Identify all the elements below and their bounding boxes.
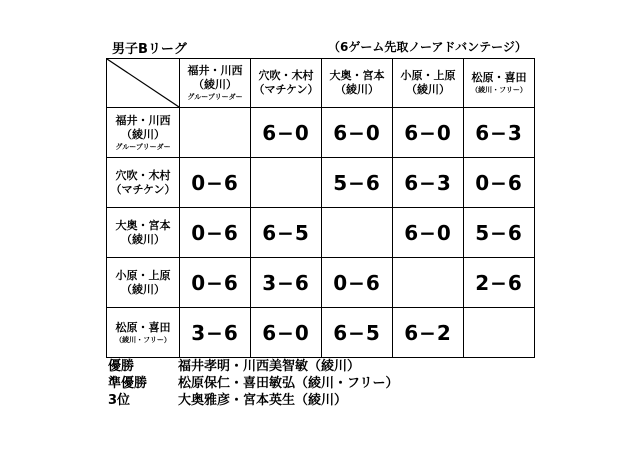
row-head-team-1 [107, 108, 180, 158]
team-note: グループリーダー [115, 142, 171, 151]
team-name: 福井・川西 [187, 64, 243, 77]
row-head-team-5 [107, 308, 180, 358]
score: 6−0 [333, 120, 381, 145]
score: 6−0 [262, 320, 310, 345]
result-winner [108, 358, 398, 375]
team-club: （綾川） [121, 127, 165, 141]
score-cell [464, 258, 535, 308]
score: 0−6 [191, 220, 239, 245]
score-cell [251, 308, 322, 358]
score-cell [464, 308, 535, 358]
score-cell [464, 158, 535, 208]
score-cell [393, 158, 464, 208]
result-runner-up [108, 375, 398, 392]
result-value: 大奥雅彦・宮本英生（綾川） [178, 393, 348, 408]
team-name: 大奥・宮本 [329, 69, 385, 82]
diagonal-line [107, 59, 179, 107]
score: 6−0 [262, 120, 310, 145]
team-note: （綾川・フリー） [115, 335, 171, 344]
score-cell [322, 158, 393, 208]
team-name: 福井・川西 [115, 113, 171, 127]
score-cell [251, 108, 322, 158]
team-name: 大奥・宮本 [115, 218, 171, 232]
table-header-row [107, 59, 535, 108]
score: 5−6 [475, 220, 523, 245]
score: 6−0 [404, 220, 452, 245]
results-list [108, 358, 398, 409]
score: 6−2 [404, 320, 452, 345]
score-cell [180, 308, 251, 358]
row-head-team-4 [107, 258, 180, 308]
col-head-team-5 [464, 59, 535, 108]
col-head-team-1 [180, 59, 251, 108]
score-cell [322, 108, 393, 158]
score: 0−6 [475, 170, 523, 195]
table-row [107, 158, 535, 208]
score: 3−6 [262, 270, 310, 295]
score: 6−3 [475, 120, 523, 145]
row-head-team-3 [107, 208, 180, 258]
team-note: （綾川・フリー） [471, 86, 527, 94]
col-head-team-4 [393, 59, 464, 108]
score: 0−6 [333, 270, 381, 295]
score-cell [322, 308, 393, 358]
league-title: 男子Bリーグ [112, 42, 187, 57]
col-head-team-3 [322, 59, 393, 108]
team-name: 小原・上原 [400, 69, 456, 82]
score: 3−6 [191, 320, 239, 345]
table-row [107, 308, 535, 358]
result-value: 松原保仁・喜田敏弘（綾川・フリー） [178, 376, 399, 391]
score: 0−6 [191, 270, 239, 295]
team-club: （綾川） [121, 232, 165, 246]
corner-cell [107, 59, 180, 108]
score: 6−5 [333, 320, 381, 345]
score-cell [180, 258, 251, 308]
col-head-team-2 [251, 59, 322, 108]
score-cell [180, 158, 251, 208]
score: 6−3 [404, 170, 452, 195]
score-cell [180, 108, 251, 158]
score-cell [322, 258, 393, 308]
score-cell [180, 208, 251, 258]
row-head-team-2 [107, 158, 180, 208]
team-club: （綾川） [193, 78, 237, 91]
team-name: 穴吹・木村 [258, 69, 314, 82]
table-row [107, 208, 535, 258]
score-cell [251, 208, 322, 258]
score: 6−5 [262, 220, 310, 245]
score-cell [251, 258, 322, 308]
score-cell [464, 208, 535, 258]
team-club: （マチケン） [253, 83, 319, 96]
team-club: （綾川） [406, 83, 450, 96]
score-cell [393, 208, 464, 258]
team-name: 松原・喜田 [115, 320, 171, 334]
table-row [107, 108, 535, 158]
score: 0−6 [191, 170, 239, 195]
score-cell [393, 308, 464, 358]
score-cell [393, 108, 464, 158]
score: 6−0 [404, 120, 452, 145]
result-label: 優勝 [108, 359, 135, 374]
team-name: 小原・上原 [115, 268, 171, 282]
team-name: 穴吹・木村 [115, 168, 171, 182]
score-cell [251, 158, 322, 208]
result-label: 3位 [108, 393, 131, 408]
score-cell [393, 258, 464, 308]
result-label: 準優勝 [108, 376, 148, 391]
league-table [106, 58, 535, 358]
result-value: 福井孝明・川西美智敏（綾川） [178, 359, 361, 374]
score-cell [464, 108, 535, 158]
team-name: 松原・喜田 [471, 71, 527, 84]
team-note: グループリーダー [187, 93, 243, 101]
team-club: （綾川） [335, 83, 379, 96]
team-club: （マチケン） [110, 182, 176, 196]
score: 5−6 [333, 170, 381, 195]
league-rule: （6ゲーム先取ノーアドバンテージ） [328, 40, 527, 54]
score-cell [322, 208, 393, 258]
table-row [107, 258, 535, 308]
team-club: （綾川） [121, 282, 165, 296]
result-third [108, 392, 398, 409]
score: 2−6 [475, 270, 523, 295]
